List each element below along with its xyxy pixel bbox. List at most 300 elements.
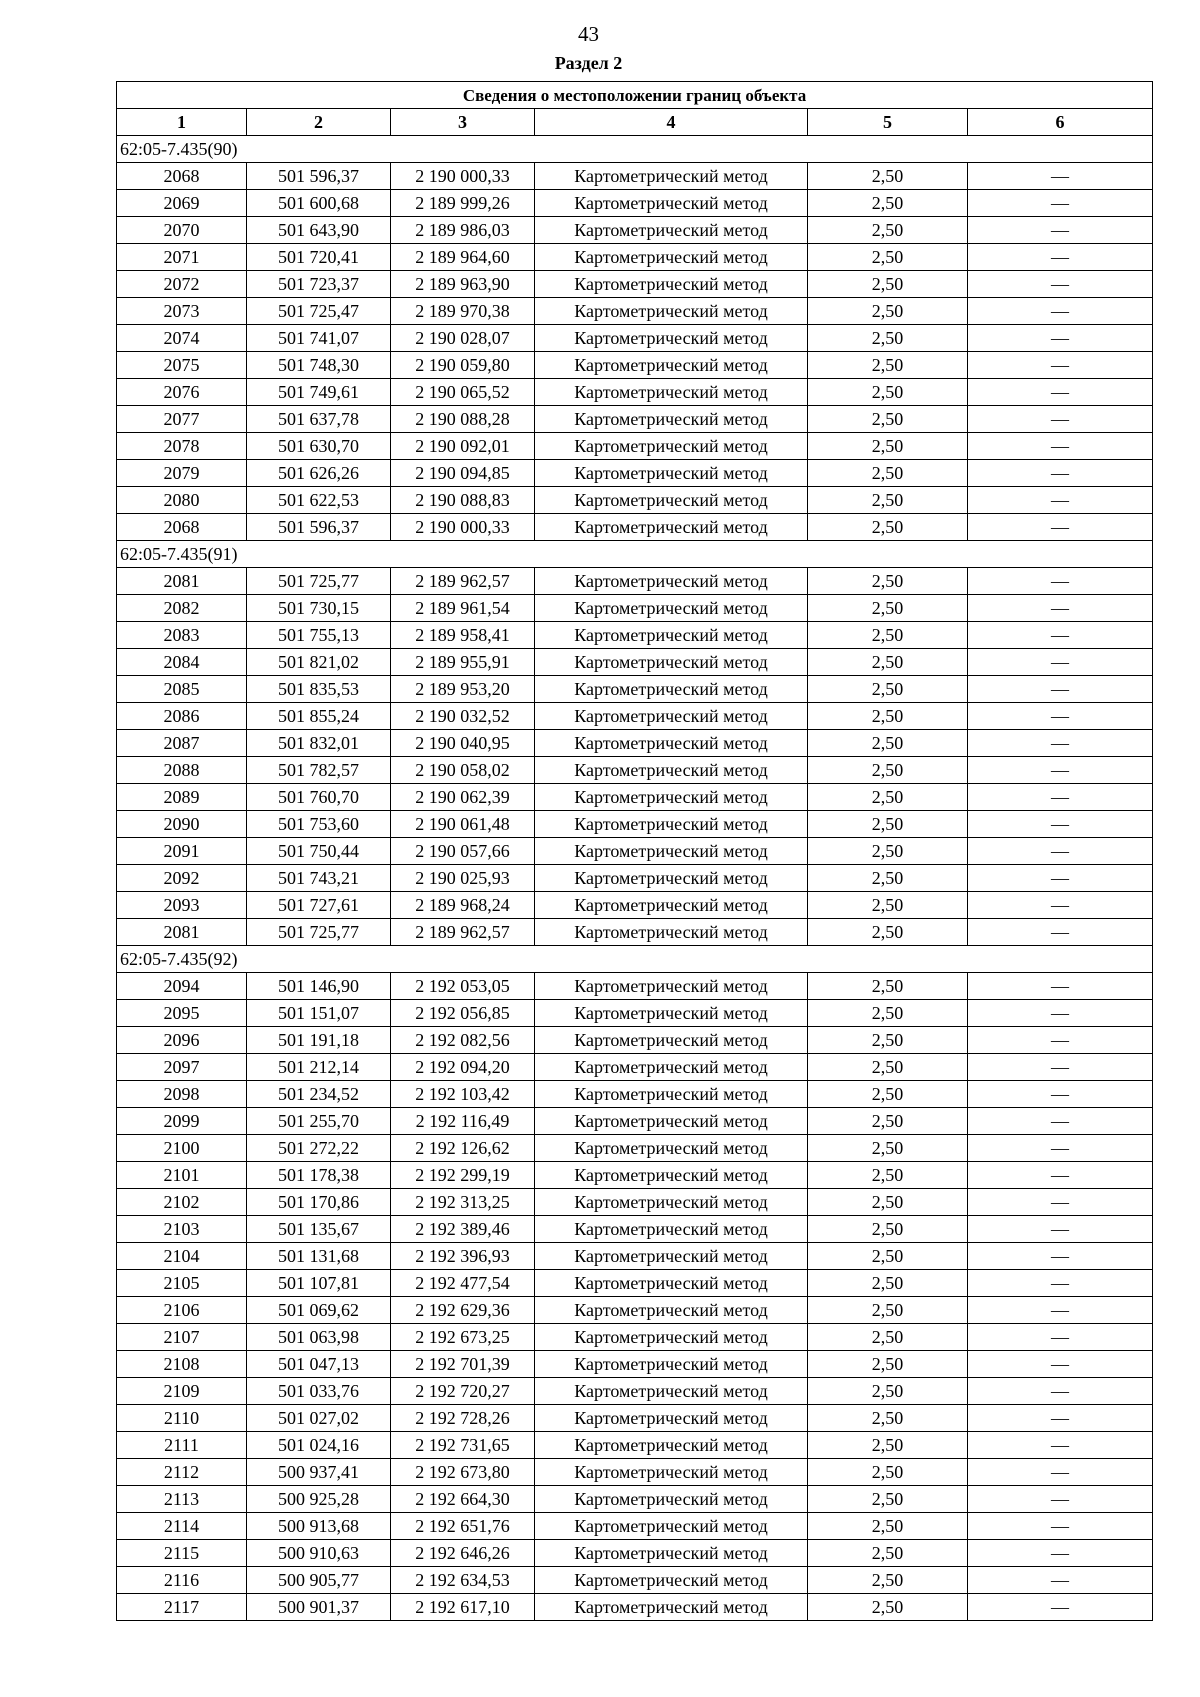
y-coordinate-cell: 2 189 962,57	[391, 919, 535, 946]
y-coordinate-cell: 2 192 116,49	[391, 1108, 535, 1135]
y-coordinate-cell: 2 189 999,26	[391, 190, 535, 217]
y-coordinate-cell: 2 192 728,26	[391, 1405, 535, 1432]
group-header-row	[117, 541, 1153, 568]
method-cell: Картометрический метод	[535, 163, 808, 190]
accuracy-cell: 2,50	[808, 622, 968, 649]
y-coordinate-cell: 2 192 103,42	[391, 1081, 535, 1108]
point-number-cell: 2077	[117, 406, 247, 433]
table-row	[117, 379, 1153, 406]
point-number-cell: 2102	[117, 1189, 247, 1216]
accuracy-cell: 2,50	[808, 1324, 968, 1351]
x-coordinate-cell: 501 191,18	[247, 1027, 391, 1054]
x-coordinate-cell: 501 755,13	[247, 622, 391, 649]
description-cell: —	[968, 325, 1153, 352]
x-coordinate-cell: 501 723,37	[247, 271, 391, 298]
x-coordinate-cell: 501 835,53	[247, 676, 391, 703]
group-header-row	[117, 946, 1153, 973]
table-row	[117, 271, 1153, 298]
table-row	[117, 1081, 1153, 1108]
y-coordinate-cell: 2 189 970,38	[391, 298, 535, 325]
table-row	[117, 622, 1153, 649]
description-cell: —	[968, 1000, 1153, 1027]
y-coordinate-cell: 2 190 032,52	[391, 703, 535, 730]
description-cell: —	[968, 244, 1153, 271]
y-coordinate-cell: 2 190 025,93	[391, 865, 535, 892]
x-coordinate-cell: 501 107,81	[247, 1270, 391, 1297]
section-title: Раздел 2	[554, 53, 623, 73]
x-coordinate-cell: 501 600,68	[247, 190, 391, 217]
description-cell: —	[968, 298, 1153, 325]
point-number-cell: 2111	[117, 1432, 247, 1459]
point-number-cell: 2095	[117, 1000, 247, 1027]
accuracy-cell: 2,50	[808, 406, 968, 433]
table-row	[117, 460, 1153, 487]
accuracy-cell: 2,50	[808, 1108, 968, 1135]
point-number-cell: 2097	[117, 1054, 247, 1081]
method-cell: Картометрический метод	[535, 514, 808, 541]
point-number-cell: 2098	[117, 1081, 247, 1108]
y-coordinate-cell: 2 192 126,62	[391, 1135, 535, 1162]
y-coordinate-cell: 2 192 701,39	[391, 1351, 535, 1378]
x-coordinate-cell: 501 151,07	[247, 1000, 391, 1027]
point-number-cell: 2069	[117, 190, 247, 217]
y-coordinate-cell: 2 190 094,85	[391, 460, 535, 487]
boundary-coordinates-table	[116, 81, 1153, 1621]
point-number-cell: 2082	[117, 595, 247, 622]
method-cell: Картометрический метод	[535, 1594, 808, 1621]
y-coordinate-cell: 2 192 396,93	[391, 1243, 535, 1270]
table-row	[117, 1540, 1153, 1567]
table-caption: Сведения о местоположении границ объекта	[117, 82, 1153, 109]
point-number-cell: 2105	[117, 1270, 247, 1297]
x-coordinate-cell: 500 937,41	[247, 1459, 391, 1486]
accuracy-cell: 2,50	[808, 1000, 968, 1027]
point-number-cell: 2079	[117, 460, 247, 487]
column-number: 1	[117, 109, 247, 136]
y-coordinate-cell: 2 192 389,46	[391, 1216, 535, 1243]
x-coordinate-cell: 500 925,28	[247, 1486, 391, 1513]
table-row	[117, 1594, 1153, 1621]
point-number-cell: 2076	[117, 379, 247, 406]
x-coordinate-cell: 501 178,38	[247, 1162, 391, 1189]
x-coordinate-cell: 500 913,68	[247, 1513, 391, 1540]
method-cell: Картометрический метод	[535, 244, 808, 271]
description-cell: —	[968, 1027, 1153, 1054]
y-coordinate-cell: 2 192 299,19	[391, 1162, 535, 1189]
accuracy-cell: 2,50	[808, 703, 968, 730]
accuracy-cell: 2,50	[808, 1432, 968, 1459]
description-cell: —	[968, 649, 1153, 676]
point-number-cell: 2114	[117, 1513, 247, 1540]
description-cell: —	[968, 1405, 1153, 1432]
x-coordinate-cell: 501 750,44	[247, 838, 391, 865]
point-number-cell: 2092	[117, 865, 247, 892]
method-cell: Картометрический метод	[535, 811, 808, 838]
accuracy-cell: 2,50	[808, 1243, 968, 1270]
method-cell: Картометрический метод	[535, 649, 808, 676]
x-coordinate-cell: 501 027,02	[247, 1405, 391, 1432]
y-coordinate-cell: 2 190 000,33	[391, 163, 535, 190]
y-coordinate-cell: 2 189 953,20	[391, 676, 535, 703]
method-cell: Картометрический метод	[535, 784, 808, 811]
accuracy-cell: 2,50	[808, 595, 968, 622]
accuracy-cell: 2,50	[808, 730, 968, 757]
table-row	[117, 1459, 1153, 1486]
point-number-cell: 2081	[117, 919, 247, 946]
point-number-cell: 2113	[117, 1486, 247, 1513]
y-coordinate-cell: 2 190 065,52	[391, 379, 535, 406]
table-row	[117, 838, 1153, 865]
method-cell: Картометрический метод	[535, 622, 808, 649]
point-number-cell: 2109	[117, 1378, 247, 1405]
y-coordinate-cell: 2 189 955,91	[391, 649, 535, 676]
method-cell: Картометрический метод	[535, 217, 808, 244]
accuracy-cell: 2,50	[808, 1216, 968, 1243]
x-coordinate-cell: 501 821,02	[247, 649, 391, 676]
table-row	[117, 1324, 1153, 1351]
y-coordinate-cell: 2 192 673,25	[391, 1324, 535, 1351]
y-coordinate-cell: 2 192 617,10	[391, 1594, 535, 1621]
accuracy-cell: 2,50	[808, 865, 968, 892]
description-cell: —	[968, 271, 1153, 298]
description-cell: —	[968, 1243, 1153, 1270]
method-cell: Картометрический метод	[535, 1216, 808, 1243]
y-coordinate-cell: 2 192 731,65	[391, 1432, 535, 1459]
table-row	[117, 514, 1153, 541]
accuracy-cell: 2,50	[808, 433, 968, 460]
description-cell: —	[968, 865, 1153, 892]
table-body	[117, 136, 1153, 1621]
y-coordinate-cell: 2 189 963,90	[391, 271, 535, 298]
point-number-cell: 2101	[117, 1162, 247, 1189]
column-number: 6	[968, 109, 1153, 136]
method-cell: Картометрический метод	[535, 595, 808, 622]
description-cell: —	[968, 1054, 1153, 1081]
method-cell: Картометрический метод	[535, 892, 808, 919]
table-row	[117, 325, 1153, 352]
description-cell: —	[968, 568, 1153, 595]
accuracy-cell: 2,50	[808, 1054, 968, 1081]
accuracy-cell: 2,50	[808, 1594, 968, 1621]
method-cell: Картометрический метод	[535, 973, 808, 1000]
point-number-cell: 2071	[117, 244, 247, 271]
method-cell: Картометрический метод	[535, 379, 808, 406]
method-cell: Картометрический метод	[535, 1486, 808, 1513]
x-coordinate-cell: 501 748,30	[247, 352, 391, 379]
y-coordinate-cell: 2 189 958,41	[391, 622, 535, 649]
description-cell: —	[968, 1432, 1153, 1459]
method-cell: Картометрический метод	[535, 1162, 808, 1189]
cadastral-number-label: 62:05-7.435(90)	[117, 136, 1153, 163]
point-number-cell: 2072	[117, 271, 247, 298]
table-row	[117, 352, 1153, 379]
description-cell: —	[968, 352, 1153, 379]
x-coordinate-cell: 501 212,14	[247, 1054, 391, 1081]
column-number: 3	[391, 109, 535, 136]
description-cell: —	[968, 1081, 1153, 1108]
accuracy-cell: 2,50	[808, 1270, 968, 1297]
y-coordinate-cell: 2 190 092,01	[391, 433, 535, 460]
point-number-cell: 2091	[117, 838, 247, 865]
point-number-cell: 2117	[117, 1594, 247, 1621]
y-coordinate-cell: 2 192 313,25	[391, 1189, 535, 1216]
description-cell: —	[968, 973, 1153, 1000]
accuracy-cell: 2,50	[808, 1405, 968, 1432]
accuracy-cell: 2,50	[808, 757, 968, 784]
accuracy-cell: 2,50	[808, 973, 968, 1000]
method-cell: Картометрический метод	[535, 1027, 808, 1054]
x-coordinate-cell: 501 596,37	[247, 514, 391, 541]
table-row	[117, 892, 1153, 919]
point-number-cell: 2075	[117, 352, 247, 379]
y-coordinate-cell: 2 190 059,80	[391, 352, 535, 379]
y-coordinate-cell: 2 190 088,83	[391, 487, 535, 514]
method-cell: Картометрический метод	[535, 865, 808, 892]
description-cell: —	[968, 703, 1153, 730]
y-coordinate-cell: 2 190 028,07	[391, 325, 535, 352]
method-cell: Картометрический метод	[535, 325, 808, 352]
description-cell: —	[968, 811, 1153, 838]
point-number-cell: 2099	[117, 1108, 247, 1135]
point-number-cell: 2112	[117, 1459, 247, 1486]
method-cell: Картометрический метод	[535, 1135, 808, 1162]
y-coordinate-cell: 2 192 673,80	[391, 1459, 535, 1486]
point-number-cell: 2074	[117, 325, 247, 352]
description-cell: —	[968, 487, 1153, 514]
y-coordinate-cell: 2 192 056,85	[391, 1000, 535, 1027]
table-row	[117, 1027, 1153, 1054]
accuracy-cell: 2,50	[808, 1135, 968, 1162]
point-number-cell: 2088	[117, 757, 247, 784]
description-cell: —	[968, 676, 1153, 703]
table-row	[117, 676, 1153, 703]
table-row	[117, 1270, 1153, 1297]
accuracy-cell: 2,50	[808, 1027, 968, 1054]
accuracy-cell: 2,50	[808, 271, 968, 298]
point-number-cell: 2078	[117, 433, 247, 460]
y-coordinate-cell: 2 192 720,27	[391, 1378, 535, 1405]
table-row	[117, 649, 1153, 676]
accuracy-cell: 2,50	[808, 460, 968, 487]
accuracy-cell: 2,50	[808, 676, 968, 703]
accuracy-cell: 2,50	[808, 1567, 968, 1594]
x-coordinate-cell: 501 743,21	[247, 865, 391, 892]
method-cell: Картометрический метод	[535, 1243, 808, 1270]
description-cell: —	[968, 1189, 1153, 1216]
x-coordinate-cell: 501 782,57	[247, 757, 391, 784]
x-coordinate-cell: 501 146,90	[247, 973, 391, 1000]
method-cell: Картометрический метод	[535, 1324, 808, 1351]
table-row	[117, 1135, 1153, 1162]
x-coordinate-cell: 501 730,15	[247, 595, 391, 622]
method-cell: Картометрический метод	[535, 487, 808, 514]
description-cell: —	[968, 622, 1153, 649]
description-cell: —	[968, 595, 1153, 622]
point-number-cell: 2093	[117, 892, 247, 919]
accuracy-cell: 2,50	[808, 190, 968, 217]
table-row	[117, 487, 1153, 514]
x-coordinate-cell: 501 741,07	[247, 325, 391, 352]
x-coordinate-cell: 501 630,70	[247, 433, 391, 460]
point-number-cell: 2083	[117, 622, 247, 649]
x-coordinate-cell: 501 725,77	[247, 568, 391, 595]
table-row	[117, 1000, 1153, 1027]
table-row	[117, 1351, 1153, 1378]
table-caption-row	[117, 82, 1153, 109]
x-coordinate-cell: 501 725,77	[247, 919, 391, 946]
y-coordinate-cell: 2 192 651,76	[391, 1513, 535, 1540]
y-coordinate-cell: 2 189 962,57	[391, 568, 535, 595]
method-cell: Картометрический метод	[535, 352, 808, 379]
table-row	[117, 1108, 1153, 1135]
table-row	[117, 703, 1153, 730]
method-cell: Картометрический метод	[535, 1540, 808, 1567]
table-row	[117, 730, 1153, 757]
accuracy-cell: 2,50	[808, 1513, 968, 1540]
x-coordinate-cell: 501 069,62	[247, 1297, 391, 1324]
method-cell: Картометрический метод	[535, 1270, 808, 1297]
x-coordinate-cell: 501 760,70	[247, 784, 391, 811]
method-cell: Картометрический метод	[535, 1432, 808, 1459]
point-number-cell: 2084	[117, 649, 247, 676]
description-cell: —	[968, 1567, 1153, 1594]
method-cell: Картометрический метод	[535, 433, 808, 460]
accuracy-cell: 2,50	[808, 1162, 968, 1189]
accuracy-cell: 2,50	[808, 1297, 968, 1324]
description-cell: —	[968, 1162, 1153, 1189]
table-row	[117, 1243, 1153, 1270]
accuracy-cell: 2,50	[808, 649, 968, 676]
x-coordinate-cell: 501 855,24	[247, 703, 391, 730]
table-row	[117, 1297, 1153, 1324]
accuracy-cell: 2,50	[808, 244, 968, 271]
point-number-cell: 2107	[117, 1324, 247, 1351]
table-row	[117, 1567, 1153, 1594]
method-cell: Картометрический метод	[535, 568, 808, 595]
accuracy-cell: 2,50	[808, 1459, 968, 1486]
y-coordinate-cell: 2 189 961,54	[391, 595, 535, 622]
method-cell: Картометрический метод	[535, 1513, 808, 1540]
x-coordinate-cell: 501 727,61	[247, 892, 391, 919]
y-coordinate-cell: 2 190 058,02	[391, 757, 535, 784]
point-number-cell: 2070	[117, 217, 247, 244]
point-number-cell: 2110	[117, 1405, 247, 1432]
table-row	[117, 1513, 1153, 1540]
method-cell: Картометрический метод	[535, 919, 808, 946]
y-coordinate-cell: 2 190 062,39	[391, 784, 535, 811]
table-row	[117, 1486, 1153, 1513]
accuracy-cell: 2,50	[808, 352, 968, 379]
y-coordinate-cell: 2 189 968,24	[391, 892, 535, 919]
method-cell: Картометрический метод	[535, 703, 808, 730]
accuracy-cell: 2,50	[808, 838, 968, 865]
description-cell: —	[968, 406, 1153, 433]
x-coordinate-cell: 501 063,98	[247, 1324, 391, 1351]
point-number-cell: 2073	[117, 298, 247, 325]
point-number-cell: 2116	[117, 1567, 247, 1594]
method-cell: Картометрический метод	[535, 298, 808, 325]
description-cell: —	[968, 1513, 1153, 1540]
description-cell: —	[968, 1459, 1153, 1486]
accuracy-cell: 2,50	[808, 919, 968, 946]
method-cell: Картометрический метод	[535, 676, 808, 703]
y-coordinate-cell: 2 190 061,48	[391, 811, 535, 838]
point-number-cell: 2086	[117, 703, 247, 730]
table-row	[117, 919, 1153, 946]
method-cell: Картометрический метод	[535, 1189, 808, 1216]
accuracy-cell: 2,50	[808, 1486, 968, 1513]
group-header-row	[117, 136, 1153, 163]
method-cell: Картометрический метод	[535, 838, 808, 865]
column-number: 2	[247, 109, 391, 136]
description-cell: —	[968, 190, 1153, 217]
x-coordinate-cell: 501 047,13	[247, 1351, 391, 1378]
accuracy-cell: 2,50	[808, 1351, 968, 1378]
table-row	[117, 406, 1153, 433]
description-cell: —	[968, 514, 1153, 541]
cadastral-number-label: 62:05-7.435(92)	[117, 946, 1153, 973]
accuracy-cell: 2,50	[808, 298, 968, 325]
accuracy-cell: 2,50	[808, 217, 968, 244]
method-cell: Картометрический метод	[535, 1405, 808, 1432]
x-coordinate-cell: 501 234,52	[247, 1081, 391, 1108]
point-number-cell: 2081	[117, 568, 247, 595]
accuracy-cell: 2,50	[808, 1189, 968, 1216]
description-cell: —	[968, 892, 1153, 919]
point-number-cell: 2108	[117, 1351, 247, 1378]
y-coordinate-cell: 2 190 057,66	[391, 838, 535, 865]
description-cell: —	[968, 730, 1153, 757]
x-coordinate-cell: 501 255,70	[247, 1108, 391, 1135]
description-cell: —	[968, 1324, 1153, 1351]
x-coordinate-cell: 500 910,63	[247, 1540, 391, 1567]
table-row	[117, 784, 1153, 811]
accuracy-cell: 2,50	[808, 163, 968, 190]
description-cell: —	[968, 460, 1153, 487]
x-coordinate-cell: 501 170,86	[247, 1189, 391, 1216]
description-cell: —	[968, 1108, 1153, 1135]
y-coordinate-cell: 2 190 088,28	[391, 406, 535, 433]
table-row	[117, 298, 1153, 325]
table-row	[117, 1189, 1153, 1216]
page-number: 43	[578, 22, 599, 46]
point-number-cell: 2085	[117, 676, 247, 703]
y-coordinate-cell: 2 192 629,36	[391, 1297, 535, 1324]
description-cell: —	[968, 1270, 1153, 1297]
table-row	[117, 1405, 1153, 1432]
method-cell: Картометрический метод	[535, 1459, 808, 1486]
description-cell: —	[968, 838, 1153, 865]
point-number-cell: 2104	[117, 1243, 247, 1270]
method-cell: Картометрический метод	[535, 757, 808, 784]
x-coordinate-cell: 501 637,78	[247, 406, 391, 433]
description-cell: —	[968, 919, 1153, 946]
cadastral-number-label: 62:05-7.435(91)	[117, 541, 1153, 568]
description-cell: —	[968, 217, 1153, 244]
y-coordinate-cell: 2 192 477,54	[391, 1270, 535, 1297]
table-row	[117, 1054, 1153, 1081]
description-cell: —	[968, 433, 1153, 460]
accuracy-cell: 2,50	[808, 892, 968, 919]
description-cell: —	[968, 1378, 1153, 1405]
x-coordinate-cell: 500 905,77	[247, 1567, 391, 1594]
x-coordinate-cell: 501 272,22	[247, 1135, 391, 1162]
method-cell: Картометрический метод	[535, 1567, 808, 1594]
table-row	[117, 811, 1153, 838]
table-row	[117, 973, 1153, 1000]
description-cell: —	[968, 784, 1153, 811]
point-number-cell: 2090	[117, 811, 247, 838]
